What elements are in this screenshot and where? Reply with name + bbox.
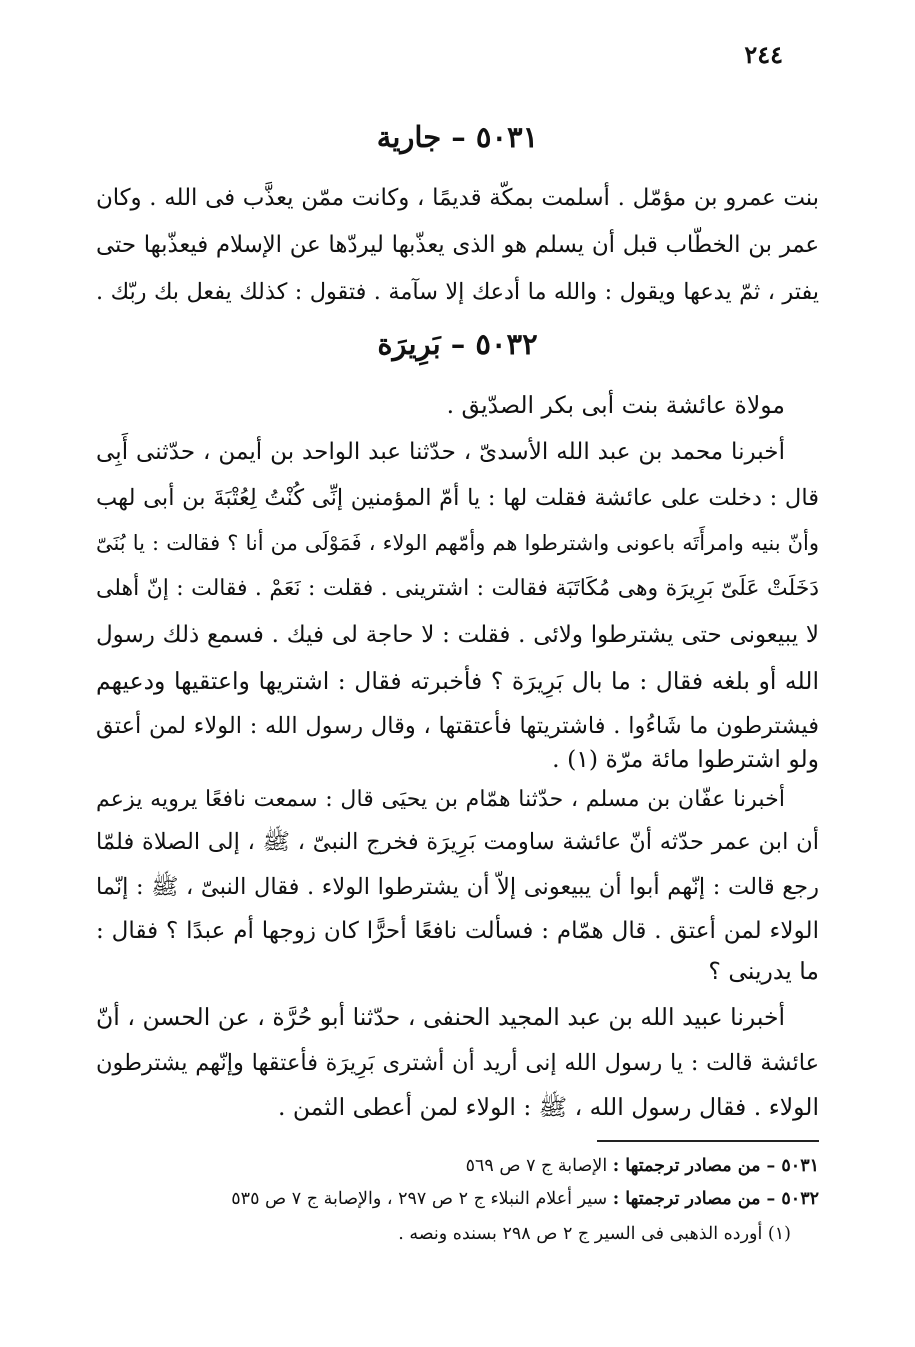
text-line: الولاء . فقال رسول الله ، ﷺ : الولاء لمن أعطى الثمن .	[277, 1093, 819, 1121]
text-line: بنت عمرو بن مؤمّل . أسلمت بمكّة قديمًا ، وكانت ممّن يعذَّب فى الله . وكان	[96, 185, 819, 211]
text-line: وأنّ بنيه وامرأَتَه باعونى واشترطوا هم وأمّهم الولاء ، فَمَوْلَى من أنا ؟ فقالت : يا بُنَىّ	[96, 531, 819, 555]
text-line: دَخَلَتْ عَلَىّ بَرِيرَة وهى مُكَاتَبَة فقالت : اشترينى . فقلت : نَعَمْ . فقالت : إنّ أهلى	[96, 576, 819, 601]
text-line: عمر بن الخطّاب قبل أن يسلم هو الذى يعذّبها ليردّها عن الإسلام فيعذّبها حتى	[96, 232, 819, 258]
text-line: أخبرنا عفّان بن مسلم ، حدّثنا همّام بن يحيَى قال : سمعت نافعًا يرويه يزعم	[96, 786, 785, 812]
footnote-text: الإصابة ج ٧ ص ٥٦٩	[465, 1156, 613, 1176]
footnote-label: ٥٠٣٢ – من مصادر ترجمتها :	[612, 1189, 819, 1209]
footnote	[398, 1222, 791, 1246]
text-line: مولاة عائشة بنت أبى بكر الصدّيق .	[446, 391, 785, 419]
text-line: لا يبيعونى حتى يشترطوا ولائى . فقلت : لا حاجة لى فيك . فسمع ذلك رسول	[96, 622, 819, 648]
text-line: ما يدرينى ؟	[708, 957, 819, 985]
footnote	[466, 1154, 819, 1178]
text-line: عائشة قالت : يا رسول الله إنى أريد أن أشترى بَرِيرَة فأعتقها وإنّهم يشترطون	[96, 1050, 819, 1076]
entry-heading: ٥٠٣٢ – بَرِيرَة	[377, 327, 538, 361]
text-line: أخبرنا عبيد الله بن عبد المجيد الحنفى ، حدّثنا أبو حُرَّة ، عن الحسن ، أنّ	[96, 1003, 785, 1031]
text-line: أن ابن عمر حدّثه أنّ عائشة ساومت بَرِيرَة فخرج النبىّ ، ﷺ ، إلى الصلاة فلمّا	[96, 829, 819, 855]
footnote	[231, 1187, 819, 1211]
footnote-text: سير أعلام النبلاء ج ٢ ص ٢٩٧ ، والإصابة ج ٧ ص ٥٣٥	[231, 1189, 613, 1209]
entry-heading: ٥٠٣١ – جارية	[376, 120, 539, 154]
footnote-text: (١) أورده الذهبى فى السير ج ٢ ص ٢٩٨ بسنده ونصه .	[398, 1224, 791, 1244]
text-line: الولاء لمن أعتق . قال همّام : فسألت نافعًا أحرًّا كان زوجها أم عبدًا ؟ فقال :	[96, 918, 819, 944]
text-line: فيشترطون ما شَاءُوا . فاشتريتها فأعتقتها ، وقال رسول الله : الولاء لمن أعتق	[96, 713, 819, 739]
text-line: ولو اشترطوا مائة مرّة (١) .	[552, 745, 819, 773]
text-line: أخبرنا محمد بن عبد الله الأسدىّ ، حدّثنا عبد الواحد بن أيمن ، حدّثنى أَبِى	[96, 439, 785, 465]
text-line: رجع قالت : إنّهم أبوا أن يبيعونى إلاّ أن يشترطوا الولاء . فقال النبىّ ، ﷺ : إنّما	[96, 874, 819, 900]
footnote-label: ٥٠٣١ – من مصادر ترجمتها :	[612, 1156, 819, 1176]
page-number: ٢٤٤	[744, 40, 783, 69]
text-line: قال : دخلت على عائشة فقلت لها : يا أمّ المؤمنين إنِّى كُنْتُ لِعُتْبَةَ بن أبى لهب	[96, 485, 819, 511]
footnote-divider	[597, 1140, 819, 1142]
text-line: الله أو بلغه فقال : ما بال بَرِيرَة ؟ فأخبرته فقال : اشتريها واعتقيها ودعيهم	[96, 667, 819, 695]
text-line: يفتر ، ثمّ يدعها ويقول : والله ما أدعك إلا سآمة . فتقول : كذلك يفعل بك ربّك .	[96, 279, 819, 305]
